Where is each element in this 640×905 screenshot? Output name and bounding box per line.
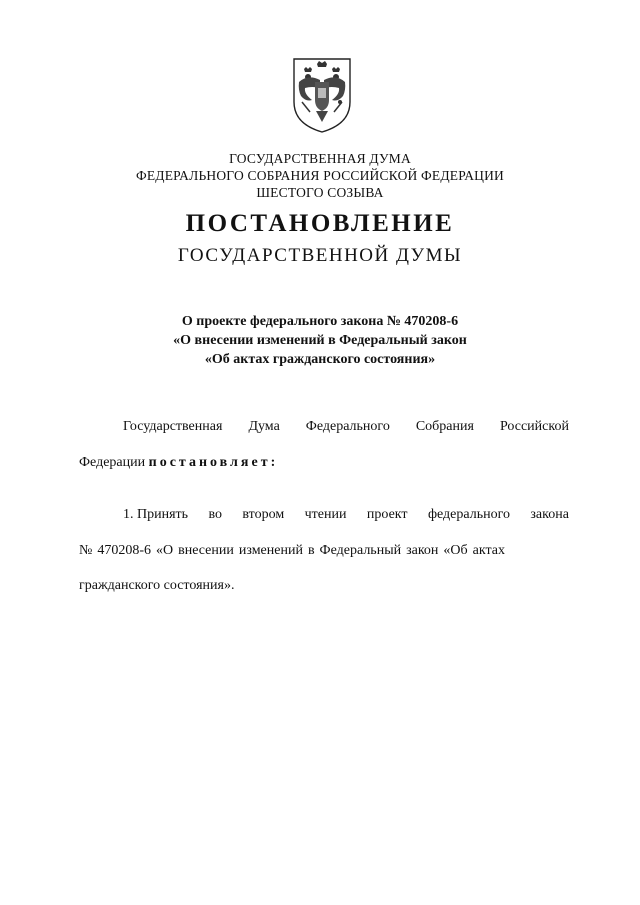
item1-word: федерального — [427, 507, 510, 522]
item1-word: чтении — [304, 507, 347, 522]
org-line-1: ГОСУДАРСТВЕННАЯ ДУМА — [229, 151, 411, 166]
intro-line-1 — [123, 419, 569, 435]
coat-of-arms-emblem — [290, 56, 354, 134]
document-subtitle: ГОСУДАРСТВЕННОЙ ДУМЫ — [177, 245, 463, 266]
intro-word: Федерального — [305, 419, 390, 434]
subject-line-2: «О внесении изменений в Федеральный закон — [173, 333, 467, 348]
item1-word: во — [208, 507, 222, 522]
item1-word: 1. Принять — [123, 507, 189, 522]
item1-line-2: № 470208-6 «О внесении изменений в Федеральный закон «Об актах — [79, 543, 505, 558]
intro-line-2 — [79, 455, 278, 471]
subject-line-3: «Об актах гражданского состояния» — [204, 352, 436, 367]
org-line-3: ШЕСТОГО СОЗЫВА — [256, 185, 384, 200]
item1-line-1 — [123, 507, 569, 523]
intro-word: Российской — [499, 419, 569, 434]
intro-line-2-start: Федерации — [79, 455, 146, 470]
item1-word: втором — [242, 507, 285, 522]
org-line-2: ФЕДЕРАЛЬНОГО СОБРАНИЯ РОССИЙСКОЙ ФЕДЕРАЦИИ — [136, 168, 504, 183]
intro-word: Дума — [248, 419, 280, 434]
document-title: ПОСТАНОВЛЕНИЕ — [185, 210, 455, 237]
decree-word: постановляет: — [148, 455, 279, 470]
item1-line-3: гражданского состояния». — [79, 578, 235, 593]
intro-word: Государственная — [123, 419, 223, 434]
item1-word: проект — [366, 507, 408, 522]
item1-word: закона — [530, 507, 569, 522]
subject-line-1: О проекте федерального закона № 470208-6 — [181, 314, 459, 329]
intro-word: Собрания — [415, 419, 474, 434]
